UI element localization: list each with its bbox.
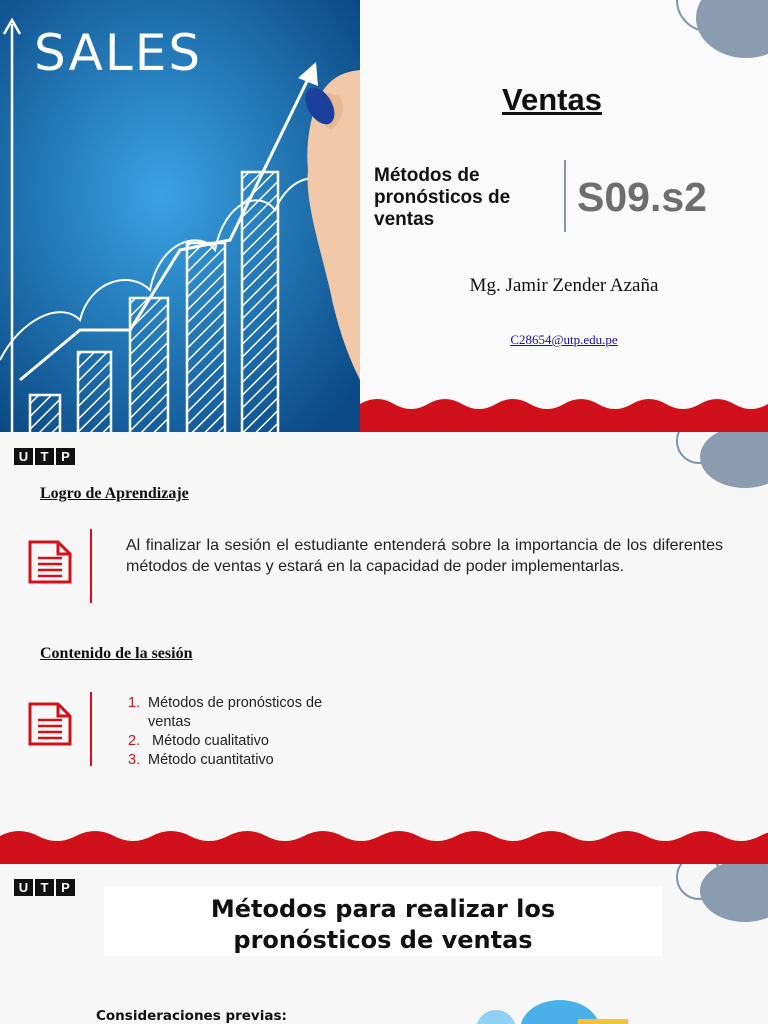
presentation-title: Ventas	[502, 82, 602, 117]
learning-text: Al finalizar la sesión el estudiante entenderá sobre la importancia de los diferentes métodos de ventas y estará en la capacidad de poder implementarlas.	[126, 537, 723, 575]
slide-cover	[0, 0, 768, 432]
content-divider	[90, 692, 92, 766]
utp-logo: U T P	[14, 879, 75, 896]
list-item: 2. Método cualitativo	[128, 733, 269, 749]
presentation-subtitle: Métodos de pronósticos de ventas	[374, 165, 511, 230]
session-code: S09.s2	[577, 174, 707, 220]
list-item: 1. Métodos de pronósticos de ventas	[128, 695, 323, 730]
learning-divider	[90, 529, 92, 603]
subtitle-divider	[564, 160, 566, 232]
deco-blue-blob-small	[476, 1010, 516, 1024]
content-list	[128, 694, 348, 770]
author-name: Mg. Jamir Zender Azaña	[469, 275, 659, 296]
document-icon	[26, 538, 74, 586]
learning-heading: Logro de Aprendizaje	[40, 485, 189, 502]
deco-circle-slate	[696, 0, 768, 58]
sales-photo-text: SALES	[34, 24, 203, 82]
author-email-link[interactable]: C28654@utp.edu.pe	[510, 332, 618, 347]
list-item: 3. Método cuantitativo	[128, 752, 274, 768]
utp-logo: U T P	[14, 448, 75, 465]
deco-circle-slate	[700, 864, 768, 922]
sales-chart-photo	[0, 0, 360, 432]
red-wave-footer	[0, 826, 768, 864]
red-wave-footer	[360, 394, 768, 432]
deco-yellow-shape	[578, 1019, 628, 1024]
slide-objectives	[0, 432, 768, 864]
methods-title: Métodos para realizar los pronósticos de ventas	[104, 886, 662, 956]
document-icon	[26, 700, 74, 748]
deco-circle-slate	[700, 432, 768, 488]
considerations-label: Consideraciones previas:	[96, 1008, 287, 1024]
sales-chart-drawing	[0, 0, 360, 432]
slide-methods	[0, 864, 768, 1024]
content-heading: Contenido de la sesión	[40, 645, 193, 662]
